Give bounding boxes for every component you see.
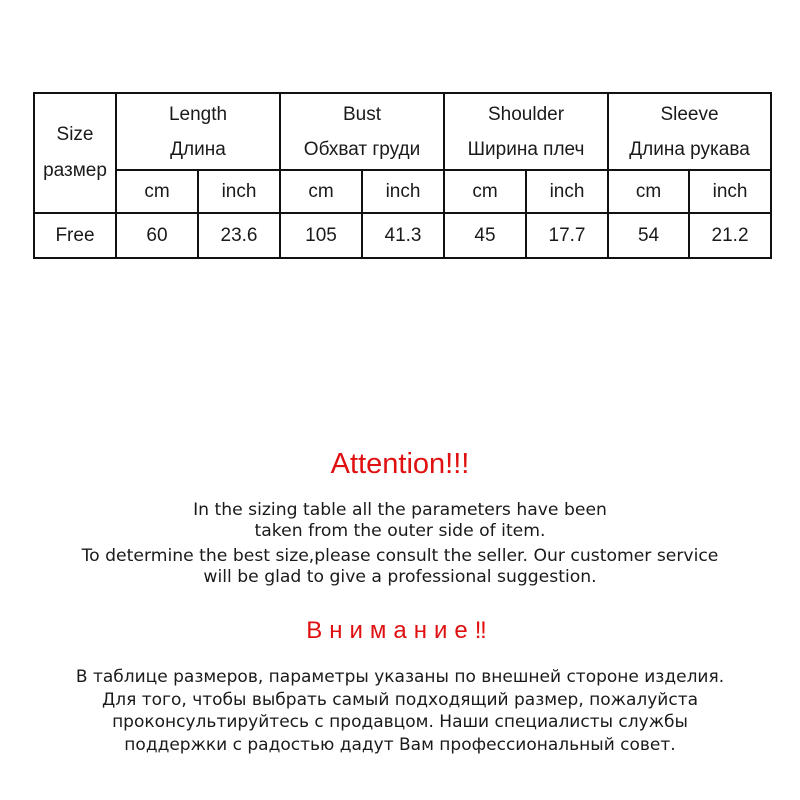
shoulder-header-ru: Ширина плеч	[467, 138, 585, 160]
notice-paragraph-en-1	[0, 500, 800, 542]
bust-header-cell	[280, 93, 444, 170]
size-header-cell	[34, 93, 116, 213]
notice-line: To determine the best size,please consult the seller. Our customer service	[81, 546, 719, 566]
attention-heading-ru: Внимание‼	[306, 617, 494, 644]
notice-line: In the sizing table all the parameters have been	[193, 500, 607, 520]
notice-line: проконсультируйтесь с продавцом. Наши специалисты службы	[112, 712, 688, 732]
unit-cell-bust-inch: inch	[362, 170, 444, 213]
value-cell-shoulder-cm: 45	[444, 213, 526, 258]
shoulder-header-cell	[444, 93, 608, 170]
size-header-ru: размер	[43, 160, 107, 181]
bust-header-en: Bust	[342, 103, 382, 125]
sleeve-header-ru: Длина рукава	[629, 138, 750, 160]
attention-heading-en: Attention!!!	[330, 448, 470, 480]
bust-header-ru: Обхват груди	[303, 138, 421, 160]
unit-cell-length-inch: inch	[198, 170, 280, 213]
notice-line: taken from the outer side of item.	[254, 521, 546, 541]
unit-cell-sleeve-inch: inch	[689, 170, 771, 213]
sleeve-header-en: Sleeve	[660, 103, 719, 125]
notice-line: В таблице размеров, параметры указаны по внешней стороне изделия.	[75, 667, 725, 687]
sleeve-header-cell	[608, 93, 771, 170]
unit-cell-bust-cm: cm	[280, 170, 362, 213]
unit-cell-length-cm: cm	[116, 170, 198, 213]
length-header-en: Length	[168, 103, 228, 125]
size-chart-table	[33, 92, 772, 259]
value-cell-sleeve-inch: 21.2	[689, 213, 771, 258]
length-header-ru: Длина	[170, 138, 226, 160]
notice-line: поддержки с радостью дадут Вам профессиональный совет.	[124, 734, 676, 755]
unit-cell-shoulder-inch: inch	[526, 170, 608, 213]
value-cell-length-inch: 23.6	[198, 213, 280, 258]
value-cell-bust-cm: 105	[280, 213, 362, 258]
unit-cell-sleeve-cm: cm	[608, 170, 689, 213]
size-value-cell: Free	[34, 213, 116, 258]
value-cell-sleeve-cm: 54	[608, 213, 689, 258]
unit-cell-shoulder-cm: cm	[444, 170, 526, 213]
table-row	[34, 213, 771, 258]
shoulder-header-en: Shoulder	[487, 103, 565, 125]
notice-line: Для того, чтобы выбрать самый подходящий размер, пожалуйста	[101, 689, 699, 710]
notice-paragraph-ru	[0, 666, 800, 756]
notice-paragraph-en-2	[0, 546, 800, 588]
value-cell-length-cm: 60	[116, 213, 198, 258]
size-header-en: Size	[56, 124, 94, 145]
notice-line: will be glad to give a professional suggestion.	[203, 567, 597, 587]
length-header-cell	[116, 93, 280, 170]
value-cell-bust-inch: 41.3	[362, 213, 444, 258]
value-cell-shoulder-inch: 17.7	[526, 213, 608, 258]
